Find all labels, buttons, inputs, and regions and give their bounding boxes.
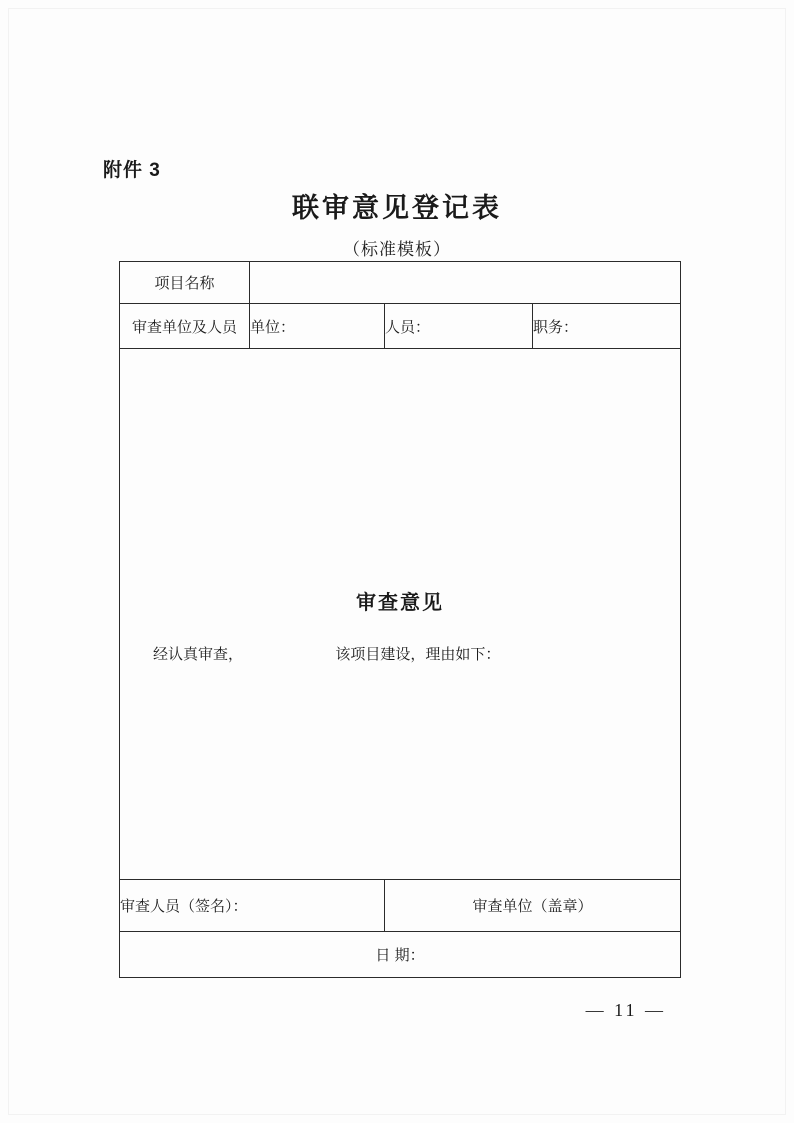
table-row-review-unit bbox=[120, 304, 681, 349]
unit-field[interactable]: 单位： bbox=[250, 304, 385, 349]
table-row-project-name bbox=[120, 262, 681, 304]
page-number: — 11 — bbox=[585, 1000, 666, 1020]
table-row-date bbox=[120, 932, 681, 978]
review-opinion-form bbox=[119, 261, 681, 978]
opinion-title: 审查意见 bbox=[356, 592, 444, 614]
attachment-label: 附件 3 bbox=[103, 160, 161, 181]
opinion-area[interactable] bbox=[120, 349, 681, 880]
opinion-prompt-start: 经认真审查， bbox=[153, 646, 244, 663]
page-title: 联审意见登记表 bbox=[292, 193, 502, 223]
person-field[interactable]: 人员： bbox=[385, 304, 533, 349]
opinion-prompt-end: 该项目建设，理由如下： bbox=[335, 646, 501, 663]
reviewer-signature-field[interactable]: 审查人员（签名）： bbox=[120, 880, 385, 932]
date-field[interactable]: 日 期： bbox=[120, 932, 681, 978]
table-row-opinion bbox=[120, 349, 681, 880]
opinion-prompt bbox=[120, 643, 680, 664]
review-unit-seal-field[interactable]: 审查单位（盖章） bbox=[385, 880, 681, 932]
position-field[interactable]: 职务： bbox=[533, 304, 681, 349]
page-subtitle: （标准模板） bbox=[343, 240, 451, 259]
project-name-label: 项目名称 bbox=[120, 262, 250, 304]
project-name-field[interactable] bbox=[250, 262, 681, 304]
table-row-signature bbox=[120, 880, 681, 932]
review-unit-person-label: 审查单位及人员 bbox=[120, 304, 250, 349]
